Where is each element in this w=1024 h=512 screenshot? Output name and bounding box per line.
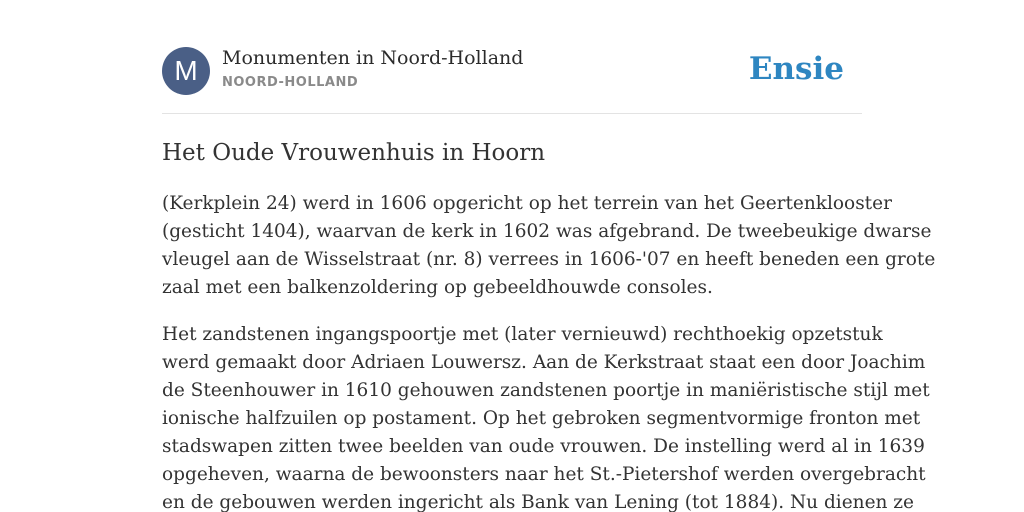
text-line: stadswapen zitten twee beelden van oude vrouwen. De instelling werd al in 1639: [162, 436, 925, 457]
text-line: ionische halfzuilen op postament. Op het gebroken segmentvormige fronton met: [162, 408, 921, 429]
paragraph: [162, 190, 936, 302]
text-line: vleugel aan de Wisselstraat (nr. 8) verrees in 1606-'07 en heeft beneden een grote: [162, 249, 936, 270]
source-header: [162, 47, 862, 95]
text-line: zaal met een balkenzoldering op gebeeldhouwde consoles.: [162, 277, 713, 298]
text-line: (Kerkplein 24) werd in 1606 opgericht op het terrein van het Geertenklooster: [162, 193, 892, 214]
source-title[interactable]: Monumenten in Noord-Holland: [222, 47, 524, 69]
text-line: (gesticht 1404), waarvan de kerk in 1602 was afgebrand. De tweebeukige dwarse: [162, 221, 932, 242]
text-line: werd gemaakt door Adriaen Louwersz. Aan de Kerkstraat staat een door Joachim: [162, 352, 926, 373]
brand-logo[interactable]: Ensie: [748, 51, 844, 87]
text-line: opgeheven, waarna de bewoonsters naar het St.-Pietershof werden overgebracht: [162, 464, 926, 485]
text-line: de Steenhouwer in 1610 gehouwen zandstenen poortje in maniëristische stijl met: [162, 380, 930, 401]
article-title: Het Oude Vrouwenhuis in Hoorn: [162, 140, 546, 166]
divider: [162, 113, 862, 114]
avatar[interactable]: M: [162, 47, 210, 95]
text-line: en de gebouwen werden ingericht als Bank van Lening (tot 1884). Nu dienen ze: [162, 492, 915, 512]
text-line: Het zandstenen ingangspoortje met (later vernieuwd) rechthoekig opzetstuk: [162, 324, 883, 345]
source-subtitle: NOORD-HOLLAND: [222, 75, 359, 90]
paragraph: [162, 321, 930, 512]
article-body: [162, 190, 936, 512]
